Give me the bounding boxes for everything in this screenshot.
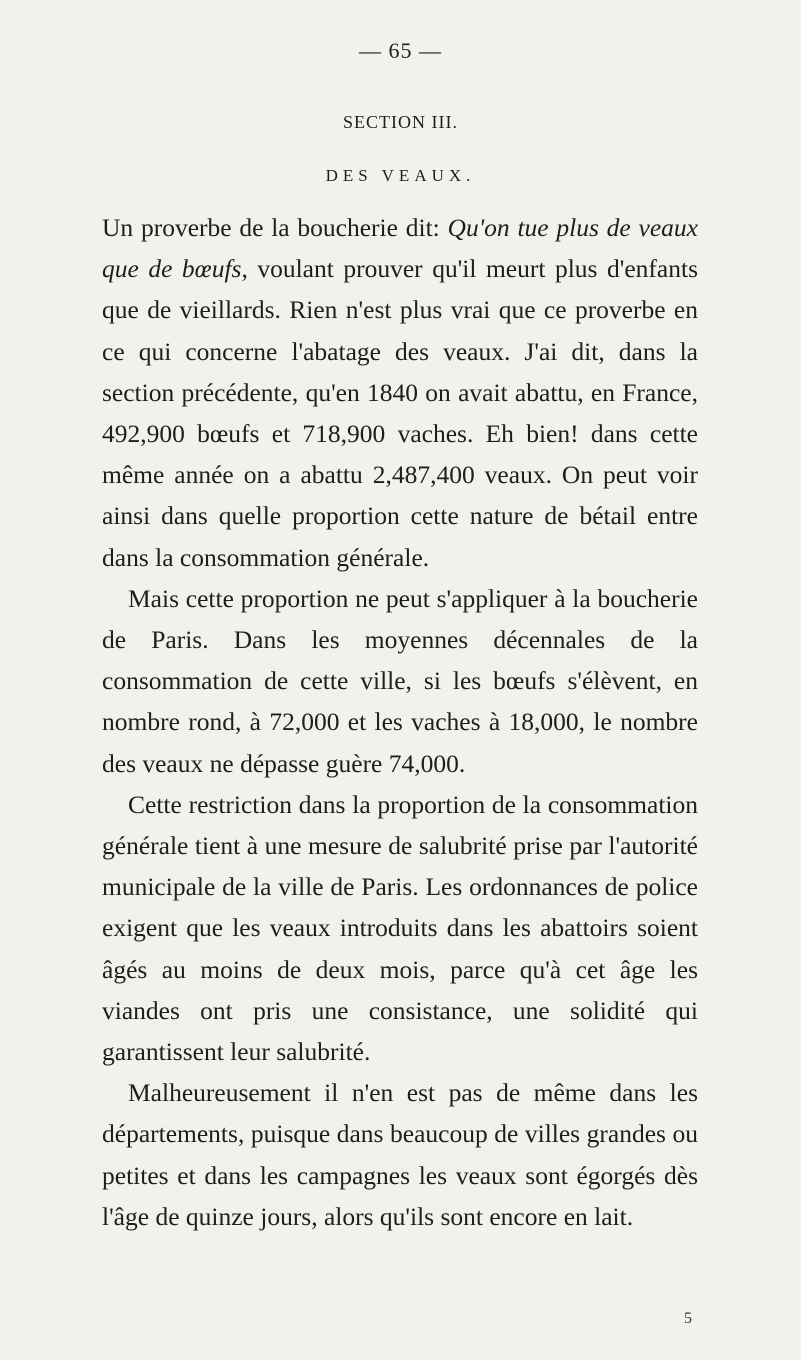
chapter-title: DES VEAUX. <box>325 166 476 185</box>
paragraph-2: Mais cette proportion ne peut s'appliquer à la boucherie de Paris. Dans les moyennes décennales de la consommation de cette ville, si les bœufs s'élèvent, en nombre rond, à 72,000 et les vaches à 18,000, le nombre des veaux ne dépasse guère 74,000. <box>102 583 698 778</box>
paragraph-1 <box>102 207 698 578</box>
section-heading: SECTION III. <box>343 112 458 132</box>
paragraph-4: Malheureusement il n'en est pas de même dans les départements, puisque dans beaucoup de villes grandes ou petites et dans les campagnes les veaux sont égorgés dès l'âge de quinze jours, alors qu'ils sont encore en lait. <box>102 1078 698 1231</box>
paragraph-1-intro: Un proverbe de la boucherie dit: <box>102 213 448 242</box>
signature-mark: 5 <box>684 1310 692 1327</box>
proverb-quote: Qu'on tue plus de veaux que de bœufs <box>102 213 698 284</box>
paragraph-3: Cette restriction dans la proportion de la consommation générale tient à une mesure de salubrité prise par l'autorité municipale de la ville de Paris. Les ordonnances de police exigent que les veaux introduits dans les abattoirs soient âgés au moins de deux mois, parce qu'à cet âge les viandes ont pris une consistance, une solidité qui garantissent leur salubrité. <box>102 789 698 1067</box>
paragraph-1-rest: , voulant prouver qu'il meurt plus d'enfants que de vieillards. Rien n'est plus vrai que ce proverbe en ce qui concerne l'abatage des veaux. J'ai dit, dans la section précédente, qu'en 1840 on avait abattu, en France, 492,900 bœufs et 718,900 vaches. Eh bien! dans cette même année on a abattu 2,487,400 veaux. On peut voir ainsi dans quelle proportion cette nature de bétail entre dans la consommation générale. <box>102 254 698 572</box>
body-text <box>102 207 698 1237</box>
page-number: — 65 — <box>359 38 442 63</box>
